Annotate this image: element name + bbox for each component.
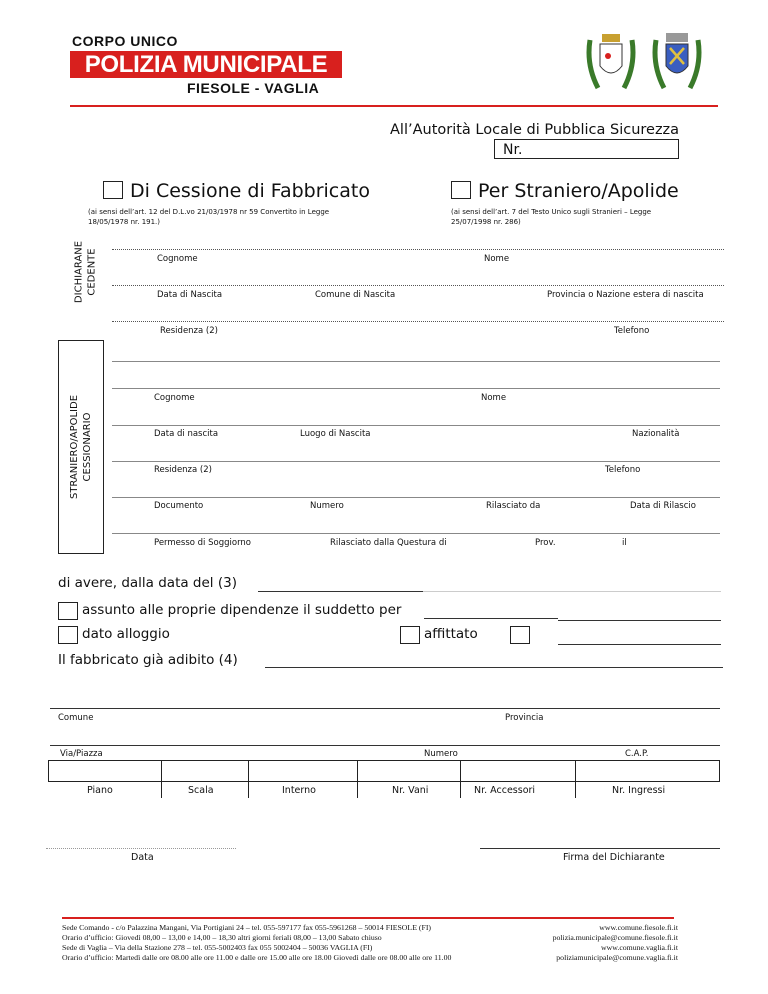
piano-input[interactable] — [48, 760, 162, 782]
fiesole-crest-icon — [584, 30, 638, 96]
avere-text: di avere, dalla data del (3) — [58, 575, 237, 591]
section1-side-box — [62, 225, 108, 320]
ingressi-input[interactable] — [575, 760, 720, 782]
section2-side-label-line1: STRANIERO/APOLIDE — [69, 394, 80, 500]
s1-telefono-label: Telefono — [614, 326, 650, 336]
option-cessione-title: Di Cessione di Fabbricato — [130, 180, 370, 202]
s2-line-3 — [112, 461, 720, 462]
vani-input[interactable] — [357, 760, 461, 782]
scala-input[interactable] — [161, 760, 249, 782]
footer-link[interactable]: polizia.municipale@comune.fiesole.fi.it — [552, 933, 678, 942]
s1-line-3 — [112, 321, 724, 322]
protocol-number-field[interactable]: Nr. — [494, 139, 679, 159]
dato-alloggio-checkbox[interactable] — [58, 626, 78, 644]
s1-line-2 — [112, 285, 724, 286]
building-line-1 — [50, 708, 720, 709]
firma-label: Firma del Dichiarante — [563, 852, 665, 863]
other-checkbox[interactable] — [510, 626, 530, 644]
footer-divider — [62, 917, 674, 919]
s2-luogo-nascita-label: Luogo di Nascita — [300, 429, 371, 439]
ingressi-label: Nr. Ingressi — [612, 785, 666, 796]
adibito-text: Il fabbricato già adibito (4) — [58, 652, 238, 668]
s2-permesso-label: Permesso di Soggiorno — [154, 538, 252, 548]
numero-label: Numero — [424, 749, 458, 759]
s2-data-rilascio-label: Data di Rilascio — [630, 501, 696, 511]
section2-side-box — [58, 340, 104, 554]
affittato-text: affittato — [424, 626, 478, 642]
footer-left-line: Sede di Vaglia – Via della Stazione 278 – tel. 055-5002403 fax 055 5002404 – 50036 VAGLIA (FI) — [62, 943, 373, 952]
s1-line-1 — [112, 249, 724, 250]
s1-data-nascita-label: Data di Nascita — [157, 290, 223, 300]
footer-left-line: Orario d’ufficio: Martedì dalle ore 08.00 alle ore 11.00 e dalle ore 15.00 alle ore 18.00 Giovedì dalle ore 08.00 alle ore 11.00 — [62, 953, 452, 962]
comune-label: Comune — [58, 713, 94, 723]
interno-input[interactable] — [248, 760, 358, 782]
s2-residenza-label: Residenza (2) — [154, 465, 212, 475]
logo-bottom-text: FIESOLE - VAGLIA — [187, 80, 320, 96]
footer-link[interactable]: poliziamunicipale@comune.vaglia.fi.it — [556, 953, 678, 962]
cell-divider — [575, 782, 576, 798]
s2-questura-label: Rilasciato dalla Questura di — [330, 538, 447, 548]
footer-left — [62, 923, 451, 963]
assunto-text: assunto alle proprie dipendenze il suddetto per — [82, 602, 402, 618]
s1-nome-label: Nome — [484, 254, 510, 264]
interno-label: Interno — [282, 785, 316, 796]
s1-cognome-label: Cognome — [157, 254, 198, 264]
footer-left-line: Orario d’ufficio: Giovedì 08,00 – 13,00 e 14,00 – 18,30 altri giorni feriali 08,00 – 13,00 Sabato chiuso — [62, 933, 382, 942]
footer-link[interactable]: www.comune.fiesole.fi.it — [599, 923, 678, 932]
section1-side-label — [73, 225, 99, 320]
s2-telefono-label: Telefono — [605, 465, 641, 475]
s2-cognome-label: Cognome — [154, 393, 195, 403]
vani-label: Nr. Vani — [392, 785, 429, 796]
assunto-checkbox[interactable] — [58, 602, 78, 620]
s2-line-4 — [112, 497, 720, 498]
option-straniero-title: Per Straniero/Apolide — [478, 180, 679, 202]
cessione-checkbox[interactable] — [103, 181, 123, 199]
footer-right — [500, 923, 678, 963]
option-straniero-note — [451, 208, 651, 227]
s2-prov-label: Prov. — [535, 538, 556, 548]
s2-data-nascita-label: Data di nascita — [154, 429, 219, 439]
authority-heading: All’Autorità Locale di Pubblica Sicurezza — [390, 122, 680, 138]
adibito-line[interactable] — [265, 667, 723, 668]
s2-rilasciato-da-label: Rilasciato da — [486, 501, 541, 511]
dato-alloggio-text: dato alloggio — [82, 626, 170, 642]
s2-nome-label: Nome — [481, 393, 507, 403]
option-cessione-note — [88, 208, 329, 227]
option-straniero-note-line2: 25/07/1998 nr. 286) — [451, 217, 521, 226]
building-line-2 — [50, 745, 720, 746]
cell-divider — [248, 782, 249, 798]
cell-divider — [357, 782, 358, 798]
avere-date-line[interactable] — [258, 591, 423, 592]
section2-side-label — [68, 341, 94, 553]
data-label: Data — [131, 852, 154, 863]
affittato-checkbox[interactable] — [400, 626, 420, 644]
s2-documento-label: Documento — [154, 501, 204, 511]
s2-line-1b — [112, 388, 720, 389]
assunto-line[interactable] — [424, 618, 558, 619]
footer-left-line: Sede Comando - c/o Palazzina Mangani, Via Portigiani 24 – tel. 055-597177 fax 055-5961268 – 50014 FIESOLE (FI) — [62, 923, 432, 932]
piano-label: Piano — [87, 785, 113, 796]
logo-top-text: CORPO UNICO — [72, 33, 178, 49]
straniero-checkbox[interactable] — [451, 181, 471, 199]
firma-line[interactable] — [480, 848, 720, 849]
s2-numero-label: Numero — [310, 501, 344, 511]
option-cessione-note-line2: 18/05/1978 nr. 191.) — [88, 217, 161, 226]
accessori-input[interactable] — [460, 760, 576, 782]
cap-label: C.A.P. — [625, 749, 649, 759]
cell-divider — [161, 782, 162, 798]
logo-main-text: POLIZIA MUNICIPALE — [70, 51, 342, 78]
section2-side-label-line2: CESSIONARIO — [82, 412, 93, 482]
section1-side-label-line1: DICHIARANE — [73, 240, 85, 304]
provincia-label: Provincia — [505, 713, 544, 723]
s1-comune-nascita-label: Comune di Nascita — [315, 290, 396, 300]
s2-line-5 — [112, 533, 720, 534]
s1-provincia-label: Provincia o Nazione estera di nascita — [547, 290, 704, 300]
s2-nazionalita-label: Nazionalità — [632, 429, 680, 439]
vaglia-crest-icon — [650, 30, 704, 96]
assunto-line-ext[interactable] — [558, 620, 721, 621]
s1-residenza-label: Residenza (2) — [160, 326, 218, 336]
section1-side-label-line2: CEDENTE — [86, 248, 98, 296]
s2-line-2 — [112, 425, 720, 426]
footer-link[interactable]: www.comune.vaglia.fi.it — [600, 943, 678, 952]
option-straniero-note-line1: (ai sensi dell’art. 7 del Testo Unico sugli Stranieri – Legge — [451, 208, 652, 216]
accessori-label: Nr. Accessori — [474, 785, 536, 796]
s2-line-1 — [112, 361, 720, 362]
cell-divider — [460, 782, 461, 798]
via-label: Via/Piazza — [60, 749, 103, 759]
data-line[interactable] — [46, 848, 236, 849]
option-cessione-note-line1: (ai sensi dell’art. 12 del D.L.vo 21/03/1978 nr 59 Convertito in Legge — [88, 208, 330, 216]
s2-il-label: il — [622, 538, 627, 548]
other-line[interactable] — [558, 644, 721, 645]
header-divider — [70, 105, 718, 107]
avere-date-line-ext — [423, 591, 721, 592]
scala-label: Scala — [188, 785, 214, 796]
